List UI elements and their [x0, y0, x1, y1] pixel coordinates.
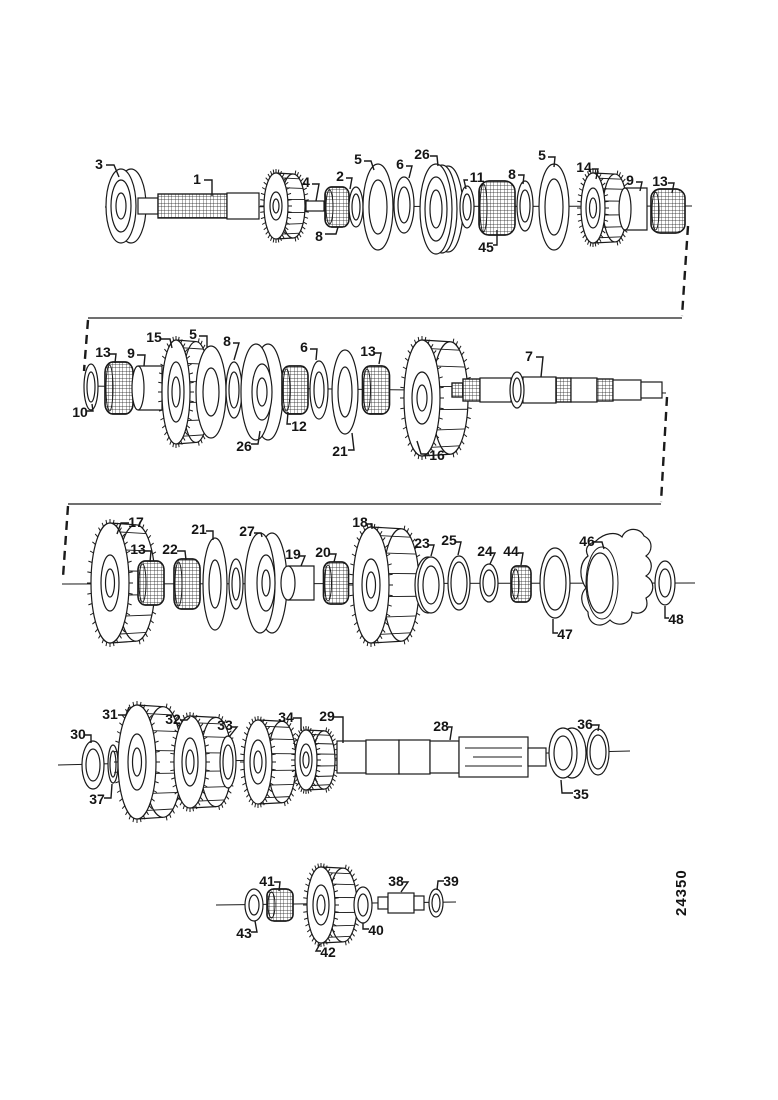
part-number: 25	[441, 532, 457, 548]
part-ellipses	[429, 889, 443, 917]
part-number: 5	[189, 326, 197, 342]
figure-reference-number: 24350	[673, 869, 690, 916]
part-ellipses	[549, 728, 586, 778]
part-label-6	[300, 339, 317, 360]
part-number: 8	[508, 166, 516, 182]
main-shaft-assembly	[72, 326, 666, 463]
part-ellipses	[510, 372, 524, 408]
part-number: 48	[668, 611, 684, 627]
part-number: 1	[193, 171, 201, 187]
part-number: 39	[443, 873, 459, 889]
part-number: 40	[368, 922, 384, 938]
part-label-40	[363, 922, 384, 938]
part-label-12	[287, 412, 307, 434]
part-ellipses	[108, 745, 118, 783]
part-drum	[282, 366, 308, 414]
part-label-7	[525, 348, 543, 377]
part-shaft	[378, 893, 424, 913]
part-number: 5	[354, 151, 362, 167]
part-label-22	[162, 541, 186, 560]
part-number: 17	[128, 514, 144, 530]
part-number: 8	[315, 228, 323, 244]
part-number: 9	[626, 172, 634, 188]
part-number: 13	[360, 343, 376, 359]
part-label-1	[193, 171, 212, 196]
part-drum	[363, 366, 390, 414]
part-label-38	[388, 873, 408, 892]
part-ellipses	[517, 181, 533, 231]
part-number: 3	[95, 156, 103, 172]
part-drum	[325, 187, 349, 227]
part-shaft	[337, 737, 546, 777]
part-number: 44	[503, 543, 519, 559]
part-ellipses	[82, 741, 104, 789]
part-ellipses	[203, 538, 227, 630]
part-number: 36	[577, 716, 593, 732]
part-label-20	[315, 544, 336, 562]
part-ellipses	[229, 559, 243, 609]
part-gear	[400, 336, 472, 460]
part-number: 22	[162, 541, 178, 557]
part-label-24	[477, 543, 495, 564]
part-number: 27	[239, 523, 255, 539]
part-number: 31	[102, 706, 118, 722]
reverse-idler-assembly	[216, 863, 459, 960]
part-number: 12	[291, 418, 307, 434]
assembly-connector-dashed	[63, 506, 68, 577]
part-label-48	[665, 606, 684, 627]
part-number: 7	[525, 348, 533, 364]
part-label-28	[433, 718, 452, 740]
countershaft-assembly	[58, 701, 630, 823]
part-ellipses	[420, 164, 463, 254]
part-label-6	[396, 156, 412, 178]
part-label-25	[441, 532, 461, 555]
part-number: 21	[332, 443, 348, 459]
part-label-44	[503, 543, 523, 565]
part-ellipses	[310, 361, 328, 419]
part-number: 34	[278, 709, 294, 725]
part-number: 26	[414, 146, 430, 162]
part-label-2	[336, 168, 352, 189]
part-ellipses	[349, 187, 363, 227]
assembly-connector-dashed	[661, 397, 667, 502]
part-label-8	[223, 333, 239, 360]
part-ellipses	[587, 729, 609, 775]
part-cylinder	[281, 566, 314, 600]
part-ellipses	[460, 186, 474, 228]
part-label-13	[95, 344, 116, 363]
part-drum	[105, 362, 133, 414]
part-number: 37	[89, 791, 105, 807]
part-number: 35	[573, 786, 589, 802]
part-number: 13	[652, 173, 668, 189]
part-label-42	[316, 944, 336, 960]
part-number: 43	[236, 925, 252, 941]
part-number: 6	[300, 339, 308, 355]
part-gear	[303, 863, 361, 947]
part-ellipses	[332, 350, 358, 434]
gear-cluster-assembly	[62, 514, 695, 647]
part-ellipses	[540, 548, 570, 618]
part-cylinder	[132, 366, 162, 410]
part-number: 47	[557, 626, 573, 642]
part-label-21	[191, 521, 213, 540]
part-number: 33	[217, 717, 233, 733]
part-gear	[349, 523, 423, 647]
part-label-21	[332, 433, 354, 459]
part-label-19	[285, 546, 305, 566]
part-number: 9	[127, 345, 135, 361]
part-gear	[240, 716, 300, 808]
part-label-23	[414, 535, 434, 556]
part-label-39	[437, 873, 459, 890]
part-number: 28	[433, 718, 449, 734]
part-number: 29	[319, 708, 335, 724]
part-number: 19	[285, 546, 301, 562]
part-label-9	[127, 345, 145, 366]
assembly-connector-dashed	[84, 320, 88, 371]
part-number: 45	[478, 239, 494, 255]
part-drum	[511, 566, 531, 602]
part-number: 20	[315, 544, 331, 560]
part-shaft	[306, 201, 324, 211]
part-number: 18	[352, 514, 368, 530]
part-number: 2	[336, 168, 344, 184]
part-label-30	[70, 726, 91, 743]
part-number: 13	[95, 344, 111, 360]
part-number: 8	[223, 333, 231, 349]
part-label-5	[354, 151, 374, 170]
part-label-47	[553, 619, 573, 642]
part-ellipses	[226, 362, 242, 418]
part-number: 42	[320, 944, 336, 960]
assembly-connector-dashed	[682, 226, 688, 316]
part-label-35	[561, 780, 589, 802]
part-number: 14	[576, 159, 592, 175]
part-drum	[651, 189, 685, 233]
part-number: 6	[396, 156, 404, 172]
part-drum	[324, 562, 349, 604]
part-label-43	[236, 921, 257, 941]
input-shaft-assembly	[95, 146, 692, 255]
part-label-8	[315, 227, 338, 244]
part-number: 4	[302, 174, 310, 190]
part-number: 41	[259, 873, 275, 889]
part-label-8	[508, 166, 524, 184]
part-ellipses	[241, 344, 283, 440]
part-number: 38	[388, 873, 404, 889]
part-drum	[138, 561, 164, 605]
part-cylinder	[619, 188, 647, 230]
part-number: 46	[579, 533, 595, 549]
part-ellipses	[415, 557, 444, 613]
part-ellipses	[655, 561, 675, 605]
part-label-26	[414, 146, 438, 166]
part-number: 30	[70, 726, 86, 742]
part-shaft	[138, 193, 259, 219]
part-number: 5	[538, 147, 546, 163]
part-number: 11	[469, 169, 485, 185]
part-drum	[267, 889, 293, 921]
part-number: 26	[236, 438, 252, 454]
part-gear	[291, 726, 339, 794]
part-ellipses	[448, 556, 470, 610]
part-number: 23	[414, 535, 430, 551]
part-ellipses	[539, 164, 569, 250]
part-ellipses	[394, 177, 414, 233]
part-ellipses	[245, 889, 263, 921]
part-number: 21	[191, 521, 207, 537]
part-ellipses	[480, 564, 498, 602]
part-drum	[174, 559, 200, 609]
part-number: 15	[146, 329, 162, 345]
part-ellipses	[363, 164, 393, 250]
part-label-13	[360, 343, 381, 364]
part-drum	[479, 181, 515, 235]
part-ellipses	[196, 346, 226, 438]
part-number: 24	[477, 543, 493, 559]
part-ellipses	[354, 887, 372, 923]
part-shaft	[452, 377, 662, 403]
part-ellipses	[220, 736, 236, 788]
part-number: 10	[72, 404, 88, 420]
part-number: 16	[429, 447, 445, 463]
part-number: 13	[130, 541, 146, 557]
part-number: 32	[165, 711, 181, 727]
